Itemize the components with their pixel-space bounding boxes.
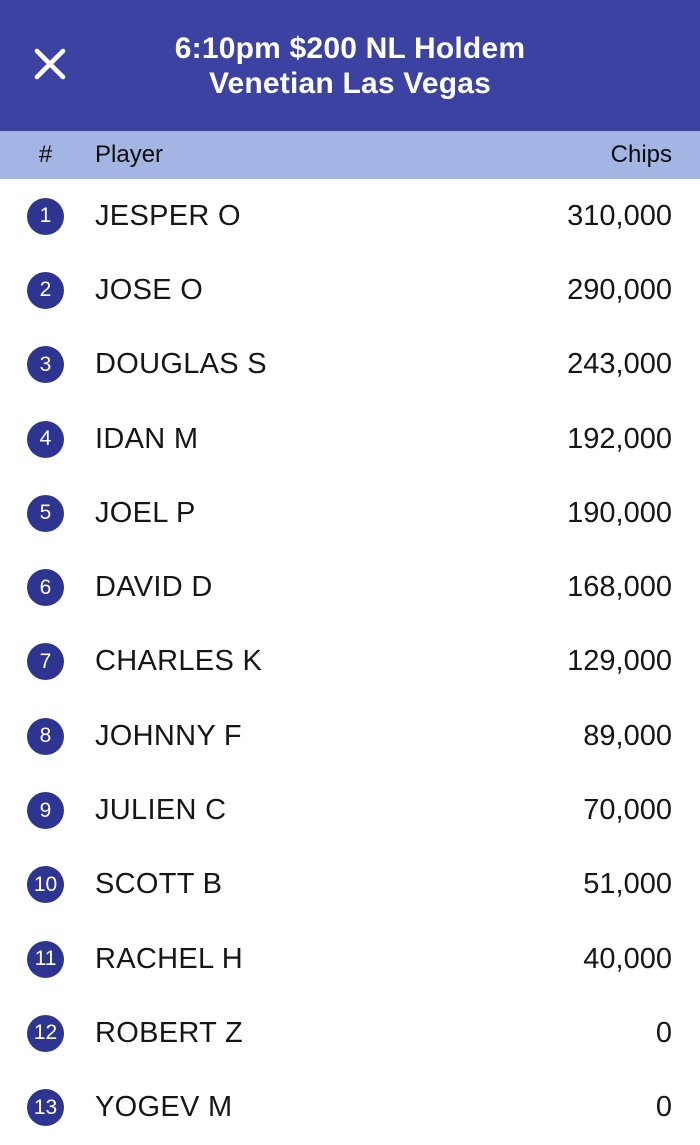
rank-badge	[27, 643, 64, 680]
app-header	[0, 0, 700, 131]
chip-count: 192,000	[567, 422, 672, 455]
rank-number: 2	[39, 278, 52, 302]
rank-badge	[27, 1089, 64, 1126]
rank-number: 12	[33, 1021, 58, 1045]
player-name: YOGEV M	[95, 1091, 233, 1124]
rank-badge	[27, 866, 64, 903]
player-row	[0, 996, 700, 1070]
chip-count: 243,000	[567, 348, 672, 381]
rank-number: 3	[39, 352, 52, 376]
rank-badge	[27, 421, 64, 458]
chip-count: 190,000	[567, 496, 672, 529]
rank-number: 10	[33, 872, 58, 896]
rank-badge	[27, 718, 64, 755]
chip-count: 0	[655, 1016, 672, 1049]
rank-number: 1	[39, 204, 52, 228]
chip-count: 40,000	[583, 942, 672, 975]
rank-badge	[27, 495, 64, 532]
player-row	[0, 1071, 700, 1145]
player-row	[0, 922, 700, 996]
player-name: JOSE O	[95, 273, 204, 306]
chip-count: 51,000	[583, 868, 672, 901]
rank-badge	[27, 569, 64, 606]
player-row	[0, 848, 700, 922]
player-row	[0, 550, 700, 624]
rank-number: 11	[34, 947, 57, 971]
column-header-rank: #	[38, 141, 53, 168]
player-name: SCOTT B	[95, 868, 223, 901]
rank-number: 7	[39, 649, 52, 673]
rank-badge	[27, 1015, 64, 1052]
player-name: DAVID D	[95, 571, 213, 604]
player-name: JOEL P	[95, 496, 196, 529]
chip-count: 290,000	[567, 273, 672, 306]
player-row	[0, 402, 700, 476]
rank-number: 4	[39, 427, 52, 451]
player-name: JESPER O	[95, 199, 241, 232]
player-row	[0, 476, 700, 550]
page-title-line2: Venetian Las Vegas	[208, 66, 492, 100]
column-header-chips: Chips	[610, 141, 672, 168]
chip-count: 0	[655, 1091, 672, 1124]
chip-count: 168,000	[567, 571, 672, 604]
table-header	[0, 131, 700, 179]
rank-number: 8	[39, 724, 52, 748]
rank-number: 9	[39, 798, 52, 822]
player-name: DOUGLAS S	[95, 348, 267, 381]
close-button[interactable]	[28, 42, 72, 86]
player-name: ROBERT Z	[95, 1016, 243, 1049]
rank-number: 6	[39, 575, 52, 599]
rank-number: 5	[39, 501, 52, 525]
player-name: CHARLES K	[95, 645, 263, 678]
rank-badge	[27, 941, 64, 978]
close-icon	[33, 47, 67, 81]
player-name: RACHEL H	[95, 942, 243, 975]
rank-badge	[27, 792, 64, 829]
player-name: JULIEN C	[95, 794, 227, 827]
chip-count: 70,000	[583, 794, 672, 827]
player-name: JOHNNY F	[95, 719, 242, 752]
rank-badge	[27, 198, 64, 235]
player-row	[0, 328, 700, 402]
player-row	[0, 253, 700, 327]
column-header-player: Player	[95, 141, 164, 168]
page-title	[175, 31, 525, 101]
player-row	[0, 179, 700, 253]
page-title-line1: 6:10pm $200 NL Holdem	[174, 31, 526, 65]
player-list[interactable]	[0, 179, 700, 1145]
chip-count: 310,000	[567, 199, 672, 232]
player-row	[0, 773, 700, 847]
player-row	[0, 699, 700, 773]
chip-count: 89,000	[583, 719, 672, 752]
rank-badge	[27, 272, 64, 309]
player-name: IDAN M	[95, 422, 199, 455]
rank-number: 13	[33, 1095, 58, 1119]
chip-count: 129,000	[567, 645, 672, 678]
rank-badge	[27, 346, 64, 383]
player-row	[0, 625, 700, 699]
